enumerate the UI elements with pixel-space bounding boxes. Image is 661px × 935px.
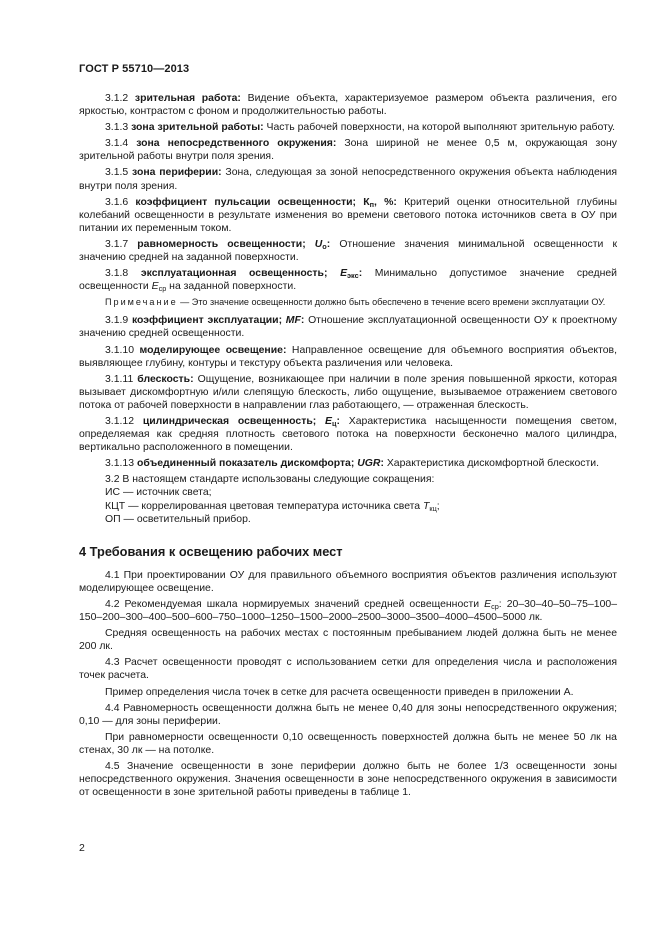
term-3-1-7: 3.1.7 равномерность освещенности; $U_o$: Отношение значения минимальной освещенности к значению средней на заданной поверхности. — [79, 238, 618, 264]
clause-4-2-continued: Средняя освещенность на рабочих местах с постоянным пребыванием людей должна быть не менее 200 лк. — [79, 628, 617, 653]
clause-4-2: 4.2 Рекомендуемая шкала нормируемых значений средней освещенности $E_{ср}$: 20–30–40–50–75–100–150–200–300–400–500–600–750–1000–1250–1500–2000–2500–3000–3500–4000–4500–5000 лк. — [79, 599, 618, 624]
clause-4-3: 4.3 Расчет освещенности проводят с использованием сетки для определения числа и расположения точек расчета. — [79, 657, 617, 682]
note-3-1-8: Примечание — Это значение освещенности должно быть обеспечено в течение всего времени эксплуатации ОУ. — [105, 297, 606, 308]
term-3-1-10: 3.1.10 моделирующее освещение: Направленное освещение для объемного восприятия объектов, выявляющее глубину, контуры и текстуру объекта различения или человека. — [79, 344, 617, 369]
clause-4-4: 4.4 Равномерность освещенности должна быть не менее 0,40 для зоны непосредственного окружения; 0,10 — для зоны периферии. — [79, 702, 617, 727]
term-3-1-11: 3.1.11 блескость: Ощущение, возникающее при наличии в поле зрения повышенной яркости, которая вызывает дискомфортную и/или слепящую блескость, либо ощущение, вызываемое отражением светового потока от рабочей поверхности в направлении глаз работающего, — отраженная блескость. — [79, 373, 617, 411]
term-3-1-12: 3.1.12 цилиндрическая освещенность; $E_ц$: Характеристика насыщенности помещения светом, определяемая как средняя плотность светового потока на поверхности бесконечно малого цилиндра, вертикально расположенного в помещении. — [79, 415, 617, 454]
standard-header: ГОСТ Р 55710—2013 — [79, 63, 190, 75]
term-3-1-3: 3.1.3 зона зрительной работы: Часть рабочей поверхности, на которой выполняют зрительную работу. — [105, 122, 616, 134]
clause-4-5: 4.5 Значение освещенности в зоне периферии должно быть не более 1/3 освещенности зоны непосредственного окружения. Значения освещенности в зоне непосредственного окружения в зависимости от освещенности в зоне зрительной работы приведены в таблице 1. — [79, 761, 617, 799]
clause-4-1: 4.1 При проектировании ОУ для правильного объемного восприятия объектов различения используют моделирующее освещение. — [79, 569, 617, 594]
abbrev-intro: 3.2 В настоящем стандарте использованы следующие сокращения: — [105, 474, 435, 486]
term-3-1-13: 3.1.13 объединенный показатель дискомфорта; UGR: Характеристика дискомфортной блескости. — [105, 458, 600, 470]
clause-4-3-continued: Пример определения числа точек в сетке для расчета освещенности приведен в приложении А. — [105, 686, 574, 698]
abbrev-kct: КЦТ — коррелированная цветовая температура источника света $T_{кц}$; — [105, 500, 440, 513]
page-content — [79, 92, 617, 802]
term-3-1-5: 3.1.5 зона периферии: Зона, следующая за зоной непосредственного окружения объекта наблюдения внутри поля зрения. — [79, 167, 617, 192]
clause-4-4-continued: При равномерности освещенности 0,10 освещенность поверхностей должна быть не менее 50 лк на стенах, 30 лк — на потолке. — [79, 731, 617, 756]
term-3-1-9: 3.1.9 коэффициент эксплуатации; MF: Отношение эксплуатационной освещенности ОУ к проектному значению средней освещенности. — [79, 315, 617, 340]
abbrev-is: ИС — источник света; — [105, 487, 212, 499]
section-4-title: 4 Требования к освещению рабочих мест — [79, 543, 343, 559]
term-3-1-2: 3.1.2 зрительная работа: Видение объекта, характеризуемое размером объекта различения, его яркостью, контрастом с фоном и продолжительностью работы. — [79, 93, 617, 118]
term-3-1-6: 3.1.6 коэффициент пульсации освещенности; $К_п$, %: Критерий оценки относительной глубины колебаний освещенности в результате изменения во времени светового потока источников света в ОУ при питании их переменным током. — [79, 196, 618, 234]
term-3-1-4: 3.1.4 зона непосредственного окружения: Зона шириной не менее 0,5 м, окружающая зону зрительной работы внутри поля зрения. — [79, 138, 618, 163]
abbrev-op: ОП — осветительный прибор. — [105, 513, 251, 525]
page-number: 2 — [79, 842, 85, 854]
term-3-1-8: 3.1.8 эксплуатационная освещенность; $E_{экс}$: Минимально допустимое значение средней освещенности $E_{ср}$ на заданной поверхности. — [79, 268, 617, 294]
